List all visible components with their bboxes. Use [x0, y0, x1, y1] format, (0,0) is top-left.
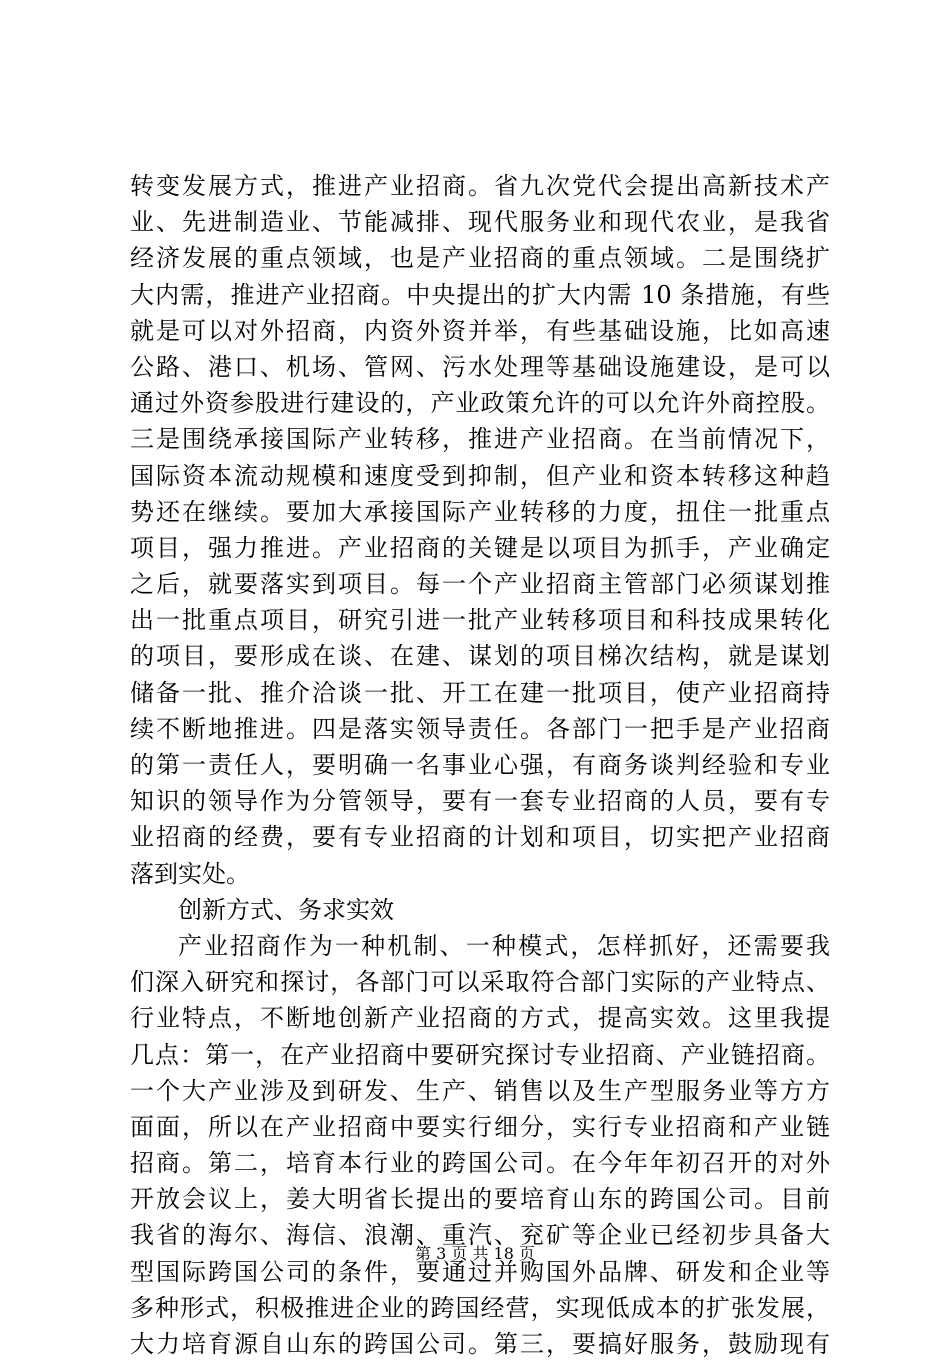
text-line: 续不断地推进。四是落实领导责任。各部门一把手是产业招商 — [130, 714, 830, 743]
text-line: 通过外资参股进行建设的，产业政策允许的可以允许外商控股。 — [130, 389, 830, 418]
section-heading: 创新方式、务求实效 — [178, 895, 394, 924]
text-line: 面面，所以在产业招商中要实行细分，实行专业招商和产业链 — [130, 1112, 830, 1141]
text-line: 我省的海尔、海信、浪潮、重汽、兖矿等企业已经初步具备大 — [130, 1221, 830, 1250]
text-line: 就是可以对外招商，内资外资并举，有些基础设施，比如高速 — [130, 316, 830, 345]
text-line: 出一批重点项目，研究引进一批产业转移项目和科技成果转化 — [130, 606, 830, 635]
text-line: 的项目，要形成在谈、在建、谋划的项目梯次结构，就是谋划 — [130, 642, 830, 671]
text-line: 大内需，推进产业招商。中央提出的扩大内需 10 条措施，有些 — [130, 280, 830, 309]
text-line: 业、先进制造业、节能减排、现代服务业和现代农业，是我省 — [130, 208, 830, 237]
text-line: 一个大产业涉及到研发、生产、销售以及生产型服务业等方方 — [130, 1076, 830, 1105]
text-line: 行业特点，不断地创新产业招商的方式，提高实效。这里我提 — [130, 1004, 830, 1033]
text-line: 势还在继续。要加大承接国际产业转移的力度，扭住一批重点 — [130, 497, 830, 526]
text-line: 公路、港口、机场、管网、污水处理等基础设施建设，是可以 — [130, 352, 830, 381]
text-line: 们深入研究和探讨，各部门可以采取符合部门实际的产业特点、 — [130, 968, 830, 997]
text-line: 储备一批、推介洽谈一批、开工在建一批项目，使产业招商持 — [130, 678, 830, 707]
text-line: 大力培育源自山东的跨国公司。第三，要搞好服务，鼓励现有 — [130, 1330, 830, 1358]
text-line: 之后，就要落实到项目。每一个产业招商主管部门必须谋划推 — [130, 570, 830, 599]
text-line: 多种形式，积极推进企业的跨国经营，实现低成本的扩张发展， — [130, 1293, 830, 1322]
document-body — [130, 168, 830, 1362]
text-line: 型国际跨国公司的条件，要通过并购国外品牌、研发和企业等 — [130, 1257, 830, 1286]
text-line: 三是围绕承接国际产业转移，推进产业招商。在当前情况下， — [130, 425, 830, 454]
text-line: 项目，强力推进。产业招商的关键是以项目为抓手，产业确定 — [130, 533, 830, 562]
page-number-footer: 第 3 页 共 18 页 — [415, 1244, 535, 1263]
text-line: 知识的领导作为分管领导，要有一套专业招商的人员，要有专 — [130, 787, 830, 816]
text-line: 落到实处。 — [130, 859, 250, 888]
text-line: 经济发展的重点领域，也是产业招商的重点领域。二是围绕扩 — [130, 244, 830, 273]
text-line: 几点：第一，在产业招商中要研究探讨专业招商、产业链招商。 — [130, 1040, 830, 1069]
text-line: 招商。第二，培育本行业的跨国公司。在今年年初召开的对外 — [130, 1149, 830, 1178]
text-line: 的第一责任人，要明确一名事业心强，有商务谈判经验和专业 — [130, 751, 830, 779]
text-line: 开放会议上，姜大明省长提出的要培育山东的跨国公司。目前 — [130, 1185, 830, 1214]
text-line: 业招商的经费，要有专业招商的计划和项目，切实把产业招商 — [130, 823, 830, 852]
text-line: 产业招商作为一种机制、一种模式，怎样抓好，还需要我 — [178, 931, 830, 960]
text-line: 转变发展方式，推进产业招商。省九次党代会提出高新技术产 — [130, 172, 830, 200]
text-line: 国际资本流动规模和速度受到抑制，但产业和资本转移这种趋 — [130, 461, 830, 490]
